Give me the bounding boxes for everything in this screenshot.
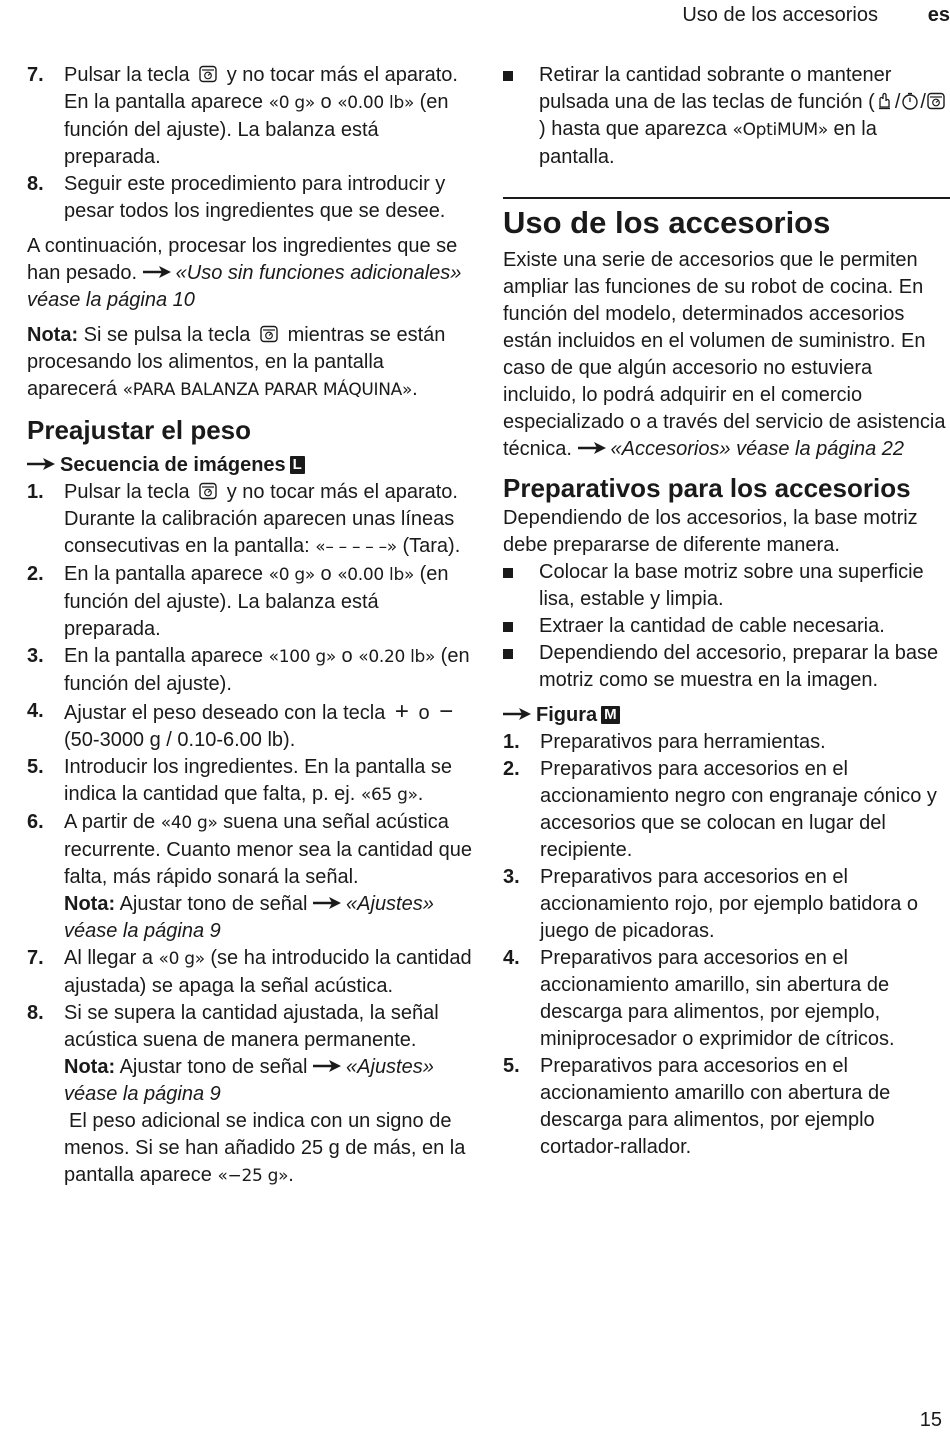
display-text: «100 g»	[268, 647, 336, 667]
section-heading: Preajustar el peso	[27, 415, 251, 445]
arrow-right-icon	[27, 458, 55, 470]
bullet-icon	[503, 622, 513, 632]
step-text: Al llegar a	[64, 947, 153, 969]
bullet-text: Dependiendo del accesorio, preparar la base motriz como se muestra en la imagen.	[539, 642, 939, 691]
step-text: Seguir este procedimiento para introducir y pesar todos los ingredientes que se desee.	[64, 173, 446, 222]
display-text: «65 g»	[360, 785, 418, 805]
step-text: Ajustar el peso deseado con la tecla	[64, 702, 386, 724]
bullet-icon	[503, 649, 513, 659]
note	[27, 322, 477, 404]
note-label: Nota:	[64, 1056, 116, 1078]
step-text: suena una señal acústica recurrente. Cuanto menor sea la cantidad que falta, más rápido sonará la señal.	[64, 811, 473, 888]
step-number: 2.	[503, 758, 520, 780]
step-text: o	[418, 702, 430, 724]
bullet-text: )	[539, 118, 546, 140]
step-text: (en función del ajuste). La balanza está preparada.	[64, 91, 449, 168]
bullet-text: Extraer la cantidad de cable necesaria.	[539, 615, 885, 637]
step-text: A partir de	[64, 811, 156, 833]
note-text: .	[412, 378, 418, 400]
plus-icon: +	[394, 698, 409, 725]
step-text: .	[288, 1164, 294, 1186]
cross-reference: «Accesorios» véase la página 22	[610, 438, 905, 460]
display-text: «PARA BALANZA PARAR MÁQUINA»	[122, 380, 413, 400]
bullet-icon	[503, 568, 513, 578]
step-text: Pulsar la tecla	[64, 481, 190, 503]
step-text: (50-3000 g / 0.10-6.00 lb).	[64, 729, 296, 751]
step-number: 3.	[503, 866, 520, 888]
list-item	[27, 698, 477, 754]
paragraph	[27, 233, 477, 314]
paragraph: Dependiendo de los accesorios, la base motriz debe prepararse de diferente manera.	[503, 507, 918, 556]
cross-reference: «Ajustes» véase la página 9	[64, 1056, 434, 1105]
chapter-heading: Uso de los accesorios	[503, 205, 831, 240]
step-number: 5.	[27, 756, 44, 778]
list-item	[27, 62, 477, 171]
figure-label: Figura	[536, 704, 598, 726]
page-number: 15	[919, 1409, 942, 1431]
bullet-text: /	[920, 91, 926, 113]
list-item	[27, 945, 477, 1000]
list-item	[503, 729, 950, 756]
list-item	[503, 640, 950, 694]
step-number: 1.	[503, 731, 520, 753]
display-text: «0.20 lb»	[358, 647, 436, 667]
step-text: (en función del ajuste). La balanza está preparada.	[64, 563, 449, 640]
step-text: o	[320, 91, 332, 113]
step-number: 8.	[27, 173, 44, 195]
step-text: Preparativos para herramientas.	[540, 731, 826, 753]
bullet-text: Retirar la cantidad sobrante o mantener pulsada una de las teclas de función	[539, 64, 892, 113]
figure-letter-badge: L	[290, 456, 305, 474]
timer-icon	[900, 91, 920, 111]
step-text: En la pantalla aparece	[64, 645, 264, 667]
step-number: 5.	[503, 1055, 520, 1077]
display-text: «−25 g»	[217, 1166, 289, 1186]
cross-reference: «Uso sin funciones adicionales» véase la página 10	[27, 262, 462, 311]
list-item	[27, 1000, 477, 1190]
step-text: Preparativos para accesorios en el accionamiento amarillo, sin abertura de descarga para alimentos, por ejemplo, miniprocesador o exprimidor de cítricos.	[540, 947, 895, 1050]
cross-reference: «Ajustes» véase la página 9	[64, 893, 434, 942]
section-heading: Preparativos para los accesorios	[503, 473, 911, 503]
bullet-text: (	[868, 91, 875, 113]
list-item	[503, 945, 950, 1053]
image-sequence-ref	[27, 452, 477, 479]
step-text: Introducir los ingredientes. En la pantalla se indica la cantidad que falta, p. ej.	[64, 756, 453, 805]
bullet-text: /	[894, 91, 901, 113]
paragraph	[503, 247, 950, 463]
list-item	[27, 171, 477, 225]
scale-icon	[259, 324, 279, 344]
list-item	[27, 561, 477, 643]
note-label: Nota:	[64, 893, 116, 915]
step-text: o	[320, 563, 332, 585]
step-text: Pulsar la tecla	[64, 64, 190, 86]
arrow-right-icon	[313, 1060, 341, 1072]
paragraph-text: A continuación, procesar los ingredientes que se han pesado.	[27, 235, 458, 284]
step-number: 4.	[27, 700, 44, 722]
note-text: Ajustar tono de señal	[119, 1056, 308, 1078]
display-text: «0 g»	[158, 949, 205, 969]
step-text: (Tara).	[402, 535, 461, 557]
bullet-icon	[503, 71, 513, 81]
bullet-text: Colocar la base motriz sobre una superficie lisa, estable y limpia.	[539, 561, 924, 610]
arrow-right-icon	[313, 897, 341, 909]
step-text: y no tocar más el aparato. Durante la calibración aparecen unas líneas consecutivas en la pantalla:	[64, 481, 458, 557]
step-number: 2.	[27, 563, 44, 585]
step-number: 6.	[27, 811, 44, 833]
language-code: es	[927, 4, 950, 26]
step-text: y no tocar más el aparato. En la pantalla aparece	[64, 64, 458, 113]
figure-ref	[503, 702, 950, 729]
step-number: 1.	[27, 481, 44, 503]
bullet-text: en la pantalla.	[539, 118, 877, 168]
step-text: (se ha introducido la cantidad ajustada) se apaga la señal acústica.	[64, 947, 472, 997]
display-text: «0.00 lb»	[337, 565, 415, 585]
list-item	[27, 754, 477, 809]
step-text: .	[417, 783, 424, 805]
step-text: Preparativos para accesorios en el accionamiento rojo, por ejemplo batidora o juego de picadoras.	[540, 866, 918, 942]
list-item	[503, 559, 950, 613]
arrow-right-icon	[143, 266, 171, 278]
note-label: Nota:	[27, 324, 79, 346]
list-item	[503, 1053, 950, 1161]
list-item	[503, 62, 950, 171]
step-text: Preparativos para accesorios en el accionamiento amarillo con abertura de descarga para alimentos, por ejemplo cortador-rallador.	[540, 1055, 891, 1158]
step-text: El peso adicional se indica con un signo de menos. Si se han añadido 25 g de más, en la pantalla aparece	[64, 1110, 466, 1186]
minus-icon: −	[439, 698, 454, 725]
list-item	[503, 756, 950, 864]
note-text: mientras se están procesando los alimentos, en la pantalla aparecerá	[27, 324, 446, 400]
list-item	[27, 479, 477, 561]
display-text: «0.00 lb»	[337, 93, 415, 113]
step-number: 4.	[503, 947, 520, 969]
note-text: Si se pulsa la tecla	[83, 324, 251, 346]
note-text: Ajustar tono de señal	[119, 893, 308, 915]
left-column	[27, 62, 477, 1190]
display-text: «– – – – –»	[315, 537, 397, 557]
step-text: Preparativos para accesorios en el accionamiento negro con engranaje cónico y accesorios que se colocan en lugar del recipiente.	[540, 758, 937, 861]
section-divider	[503, 197, 950, 199]
sequence-label: Secuencia de imágenes	[60, 454, 286, 476]
scale-icon	[198, 64, 218, 84]
arrow-right-icon	[503, 708, 531, 720]
list-item	[27, 643, 477, 698]
list-item	[503, 864, 950, 945]
pulse-icon	[875, 91, 895, 111]
scale-icon	[198, 481, 218, 501]
figure-letter-badge: M	[601, 706, 620, 724]
step-number: 3.	[27, 645, 44, 667]
step-text: En la pantalla aparece	[64, 563, 264, 585]
list-item	[27, 809, 477, 945]
step-number: 7.	[27, 947, 44, 969]
step-number: 8.	[27, 1002, 44, 1024]
display-text: «40 g»	[160, 813, 218, 833]
display-text: «0 g»	[268, 565, 315, 585]
arrow-right-icon	[578, 442, 606, 454]
section-title: Uso de los accesorios	[682, 4, 878, 26]
step-number: 7.	[27, 64, 44, 86]
list-item	[503, 613, 950, 640]
step-text: (en función del ajuste).	[64, 645, 470, 695]
display-text: «0 g»	[268, 93, 315, 113]
paragraph-text: Existe una serie de accesorios que le permiten ampliar las funciones de su robot de cocina. En función del modelo, determinados accesorios están incluidos en el volumen de suministro. En caso de que algún accesorio no estuviera incluido, lo podrá adquirir en el comercio especializado o a través del servicio de asistencia técnica.	[503, 249, 946, 460]
scale-icon	[926, 91, 946, 111]
step-text: Si se supera la cantidad ajustada, la señal acústica suena de manera permanente.	[64, 1002, 439, 1051]
right-column	[503, 62, 950, 1161]
display-text: «OptiMUM»	[732, 120, 828, 140]
step-text: o	[341, 645, 353, 667]
bullet-text: hasta que aparezca	[551, 118, 727, 140]
